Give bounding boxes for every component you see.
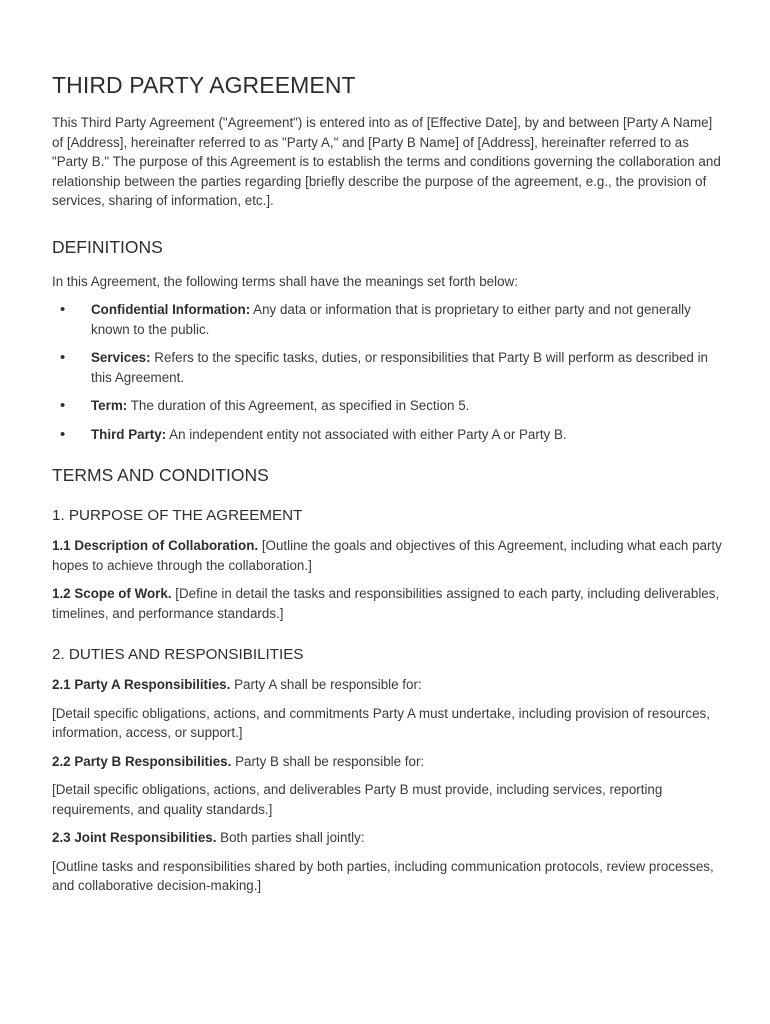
bullet-icon: • xyxy=(60,397,66,414)
purpose-heading: 1. PURPOSE OF THE AGREEMENT xyxy=(52,507,303,524)
definition-term: Third Party: xyxy=(91,426,167,442)
definition-term: Services: xyxy=(91,350,151,365)
definition-item xyxy=(52,425,724,445)
clause-1-2 xyxy=(52,584,724,623)
intro-paragraph: This Third Party Agreement ("Agreement") is entered into as of [Effective Date], by and between [Party A Name] of [Address], hereinafter referred to as "Party A," and [Party B Name] of [Address], hereinafter referred to as "Party B." The purpose of this Agreement is to establish the terms and conditions governing the collaboration and relationship between the parties regarding [briefly describe the purpose of the agreement, e.g., the provision of services, sharing of information, etc.]. xyxy=(52,115,721,208)
bullet-icon: • xyxy=(60,301,66,318)
definitions-list xyxy=(52,300,724,444)
clause-2-2-detail: [Detail specific obligations, actions, and deliverables Party B must provide, including services, reporting requirements, and quality standards.] xyxy=(52,782,663,817)
bullet-icon: • xyxy=(60,425,66,443)
clause-2-2 xyxy=(52,752,724,772)
clause-text: Party B shall be responsible for: xyxy=(231,753,425,769)
definition-text: Any data or information that is proprietary to either party and not generally known to the public. xyxy=(91,302,691,337)
definition-item xyxy=(52,348,724,387)
clause-text: Party A shall be responsible for: xyxy=(230,677,422,692)
terms-heading: TERMS AND CONDITIONS xyxy=(52,465,269,485)
clause-2-3-detail: [Outline tasks and responsibilities shared by both parties, including communication protocols, review processes, and collaborative decision-making.] xyxy=(52,858,714,893)
definitions-intro: In this Agreement, the following terms shall have the meanings set forth below: xyxy=(52,273,518,289)
duties-heading: 2. DUTIES AND RESPONSIBILITIES xyxy=(52,646,304,663)
definition-text: The duration of this Agreement, as specified in Section 5. xyxy=(127,398,470,413)
clause-1-1 xyxy=(52,536,724,575)
document-title: THIRD PARTY AGREEMENT xyxy=(52,72,356,98)
definitions-heading: DEFINITIONS xyxy=(52,236,163,257)
clause-2-1-detail: [Detail specific obligations, actions, and commitments Party A must undertake, including provision of resources, information, access, or support.] xyxy=(52,705,710,740)
clause-label: 1.1 Description of Collaboration. xyxy=(52,538,259,553)
clause-label: 2.3 Joint Responsibilities. xyxy=(52,830,217,845)
clause-2-1 xyxy=(52,675,724,695)
definition-text: An independent entity not associated with either Party A or Party B. xyxy=(166,426,567,442)
definition-text: Refers to the specific tasks, duties, or responsibilities that Party B will perform as described in this Agreement. xyxy=(91,350,708,385)
definition-item xyxy=(52,396,724,416)
document-page xyxy=(52,70,724,905)
clause-label: 2.1 Party A Responsibilities. xyxy=(52,677,231,692)
definition-term: Confidential Information: xyxy=(91,302,251,317)
bullet-icon: • xyxy=(60,349,66,366)
clause-text: Both parties shall jointly: xyxy=(216,830,365,845)
clause-2-3 xyxy=(52,828,724,848)
definition-item xyxy=(52,300,724,339)
clause-label: 2.2 Party B Responsibilities. xyxy=(52,753,232,769)
clause-text: [Define in detail the tasks and responsibilities assigned to each party, including deliverables, timelines, and performance standards.] xyxy=(52,586,720,621)
clause-text: [Outline the goals and objectives of this Agreement, including what each party hopes to achieve through the collaboration.] xyxy=(52,538,722,573)
definition-term: Term: xyxy=(91,398,128,413)
clause-label: 1.2 Scope of Work. xyxy=(52,586,172,601)
